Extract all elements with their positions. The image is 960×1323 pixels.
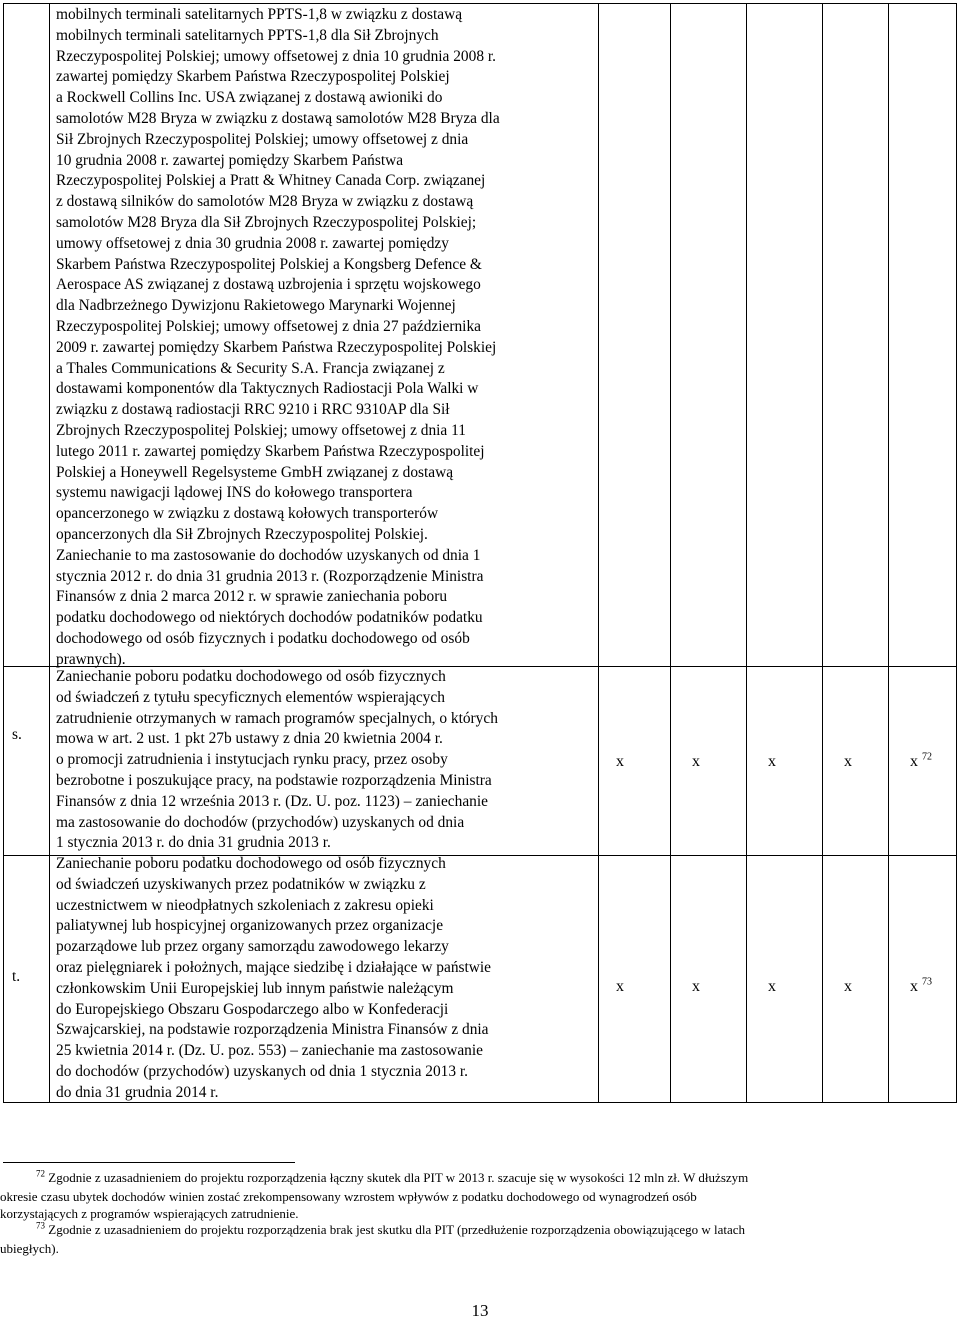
row-s-description — [56, 667, 498, 854]
row-s-line: Finansów z dnia 12 września 2013 r. (Dz. U. poz. 1123) – zaniechanie — [56, 792, 488, 810]
row-t-description — [56, 854, 491, 1104]
row-s-line: zatrudnienie otrzymanych w ramach programów specjalnych, o których — [56, 709, 498, 727]
column-divider-1 — [670, 4, 671, 1102]
row-continued-line: systemu nawigacji lądowej INS do kołowego transportera — [56, 484, 413, 502]
row-t-line: oraz pielęgniarek i położnych, mające siedzibę i działające w państwie — [56, 958, 492, 976]
footnote-ref-72[interactable]: 72 — [922, 751, 932, 763]
row-s-line: mowa w art. 2 ust. 1 pkt 27b ustawy z dnia 20 kwietnia 2004 r. — [56, 730, 443, 748]
footnote-72-line-2: okresie czasu ubytek dochodów winien zostać zrekompensowany wzrostem wpływów z podatku dochodowego od wynagrodzeń osób — [0, 1189, 697, 1205]
row-continued-line: mobilnych terminali satelitarnych PPTS-1,8 dla Sił Zbrojnych — [56, 26, 439, 44]
column-divider-description — [598, 4, 599, 1102]
row-t-mark-5 — [910, 977, 932, 997]
row-t-line: Zaniechanie poboru podatku dochodowego od osób fizycznych — [56, 855, 446, 872]
footnote-73-ref: 73 — [36, 1220, 45, 1231]
row-s-line: 1 stycznia 2013 r. do dnia 31 grudnia 2013 r. — [56, 834, 331, 852]
row-s-mark-3: x — [768, 753, 776, 770]
row-continued-line: Skarbem Państwa Rzeczypospolitej Polskiej a Kongsberg Defence & — [56, 255, 482, 273]
row-continued-line: opancerzonego w związku z dostawą kołowych transporterów — [56, 505, 439, 523]
row-continued-line: samolotów M28 Bryza w związku z dostawą samolotów M28 Bryza dla — [56, 109, 500, 127]
row-s-mark-2: x — [692, 753, 700, 770]
row-t-line: od świadczeń uzyskiwanych przez podatników w związku z — [56, 875, 426, 893]
row-t-line: do dnia 31 grudnia 2014 r. — [56, 1083, 219, 1101]
row-continued-line: zawartej pomiędzy Skarbem Państwa Rzeczypospolitej Polskiej — [56, 68, 450, 86]
row-t-mark-3: x — [768, 978, 776, 995]
column-divider-label — [49, 4, 50, 1102]
row-continued-line: dostawami komponentów dla Taktycznych Radiostacji Pola Walki w — [56, 380, 479, 398]
row-continued-line: umowy offsetowej z dnia 30 grudnia 2008 r. zawartej pomiędzy — [56, 234, 449, 252]
row-t-mark-2: x — [692, 978, 700, 995]
row-t-line: pozarządowe lub przez organy samorządu zawodowego lekarzy — [56, 938, 449, 956]
row-t-mark-4: x — [844, 978, 852, 995]
footnote-72-text-1: Zgodnie z uzasadnieniem do projektu rozporządzenia łączny skutek dla PIT w 2013 r. szacuje się w wysokości 12 mln zł. W dłuższym — [48, 1170, 749, 1185]
row-s-line: ma zastosowanie do dochodów (przychodów) uzyskanych od dnia — [56, 813, 465, 831]
footnote-72-ref: 72 — [36, 1168, 45, 1179]
row-continued-line: Polskiej a Honeywell Regelsysteme GmbH związanej z dostawą — [56, 463, 454, 481]
row-continued-line: Rzeczypospolitej Polskiej; umowy offsetowej z dnia 27 października — [56, 317, 481, 335]
row-continued-line: Aerospace AS związanej z dostawą uzbrojenia i sprzętu wojskowego — [56, 276, 481, 294]
footnote-73-line-2: ubiegłych). — [0, 1240, 59, 1256]
footnote-separator — [3, 1162, 295, 1163]
row-s-line: Zaniechanie poboru podatku dochodowego od osób fizycznych — [56, 668, 446, 685]
row-t-line: 25 kwietnia 2014 r. (Dz. U. poz. 553) – zaniechanie ma zastosowanie — [56, 1042, 483, 1060]
row-continued-line: dochodowego od osób fizycznych i podatku dochodowego od osób — [56, 629, 470, 647]
column-divider-4 — [888, 4, 889, 1102]
column-divider-2 — [746, 4, 747, 1102]
row-continued-line: Finansów z dnia 2 marca 2012 r. w sprawie zaniechania poboru — [56, 588, 448, 606]
row-continued-line: Zaniechanie to ma zastosowanie do dochodów uzyskanych od dnia 1 — [56, 546, 481, 564]
row-label-t: t. — [12, 968, 21, 985]
row-t-line: do dochodów (przychodów) uzyskanych od dnia 1 stycznia 2013 r. — [56, 1062, 469, 1080]
row-continued-line: samolotów M28 Bryza dla Sił Zbrojnych Rzeczypospolitej Polskiej; — [56, 213, 477, 231]
row-continued-line: prawnych). — [56, 650, 126, 668]
page-number: 13 — [471, 1301, 489, 1320]
row-t-line: do Europejskiego Obszaru Gospodarczego albo w Konfederacji — [56, 1000, 449, 1018]
row-continued-line: związku z dostawą radiostacji RRC 9210 i RRC 9310AP dla Sił — [56, 401, 450, 419]
row-continued-line: Rzeczypospolitej Polskiej a Pratt & Whitney Canada Corp. związanej — [56, 172, 486, 190]
column-divider-3 — [822, 4, 823, 1102]
footnote-ref-73[interactable]: 73 — [922, 976, 932, 988]
row-continued-line: Sił Zbrojnych Rzeczypospolitej Polskiej; umowy offsetowej z dnia — [56, 130, 469, 148]
row-s-line: bezrobotne i poszukujące pracy, na podstawie rozporządzenia Ministra — [56, 771, 492, 789]
row-continued-line: podatku dochodowego od niektórych dochodów podatników podatku — [56, 609, 483, 627]
footnote-73 — [0, 1220, 940, 1258]
row-s-mark-1: x — [616, 753, 624, 770]
row-continued-line: Rzeczypospolitej Polskiej; umowy offsetowej z dnia 10 grudnia 2008 r. — [56, 47, 496, 65]
row-t-mark-1: x — [616, 978, 624, 995]
row-t-mark-5-text: x — [910, 978, 918, 995]
row-continued-line: lutego 2011 r. zawartej pomiędzy Skarbem Państwa Rzeczypospolitej — [56, 442, 485, 460]
row-continued-description — [56, 5, 500, 671]
footnote-72-line-1 — [36, 1168, 940, 1187]
row-continued-line: a Rockwell Collins Inc. USA związanej z dostawą awioniki do — [56, 89, 443, 107]
row-s-line: od świadczeń z tytułu specyficznych elementów wspierających — [56, 688, 445, 706]
row-continued-line: 2009 r. zawartej pomiędzy Skarbem Państwa Rzeczypospolitej Polskiej — [56, 338, 497, 356]
row-continued-line: opancerzonych dla Sił Zbrojnych Rzeczypospolitej Polskiej. — [56, 525, 428, 543]
row-continued-line: a Thales Communications & Security S.A. Francja związanej z — [56, 359, 445, 377]
row-continued-line: Zbrojnych Rzeczypospolitej Polskiej; umowy offsetowej z dnia 11 — [56, 421, 466, 439]
row-t-line: Szwajcarskiej, na podstawie rozporządzenia Ministra Finansów z dnia — [56, 1021, 489, 1039]
row-s-mark-4: x — [844, 753, 852, 770]
row-s-line: o promocji zatrudnienia i instytucjach rynku pracy, przez osoby — [56, 751, 448, 769]
row-continued-line: 10 grudnia 2008 r. zawartej pomiędzy Skarbem Państwa — [56, 151, 404, 169]
row-t-line: członkowskim Unii Europejskiej lub innym państwie należącym — [56, 979, 454, 997]
footnotes — [0, 1168, 940, 1258]
row-label-s: s. — [12, 726, 22, 743]
row-continued-line: dla Nadbrzeżnego Dywizjonu Rakietowego Marynarki Wojennej — [56, 297, 456, 315]
footnote-73-text-1: Zgodnie z uzasadnieniem do projektu rozporządzenia brak jest skutku dla PIT (przedłużenie rozporządzenia obowiązującego w latach — [48, 1221, 746, 1237]
row-s-mark-5-text: x — [910, 753, 918, 770]
footnote-72 — [0, 1168, 940, 1224]
row-t-line: paliatywnej lub hospicyjnej organizowanych przez organizacje — [56, 917, 444, 935]
footnote-72-line-3: korzystających z programów wspierających zatrudnienie. — [0, 1206, 299, 1222]
row-continued-line: mobilnych terminali satelitarnych PPTS-1,8 w związku z dostawą — [56, 6, 463, 23]
row-s-mark-5 — [910, 752, 932, 772]
row-continued-line: stycznia 2012 r. do dnia 31 grudnia 2013 r. (Rozporządzenie Ministra — [56, 567, 484, 585]
row-t-line: uczestnictwem w nieodpłatnych szkoleniach z zakresu opieki — [56, 896, 434, 914]
footnote-73-line-1 — [36, 1220, 940, 1239]
row-continued-line: z dostawą silników do samolotów M28 Bryza w związku z dostawą — [56, 193, 474, 211]
